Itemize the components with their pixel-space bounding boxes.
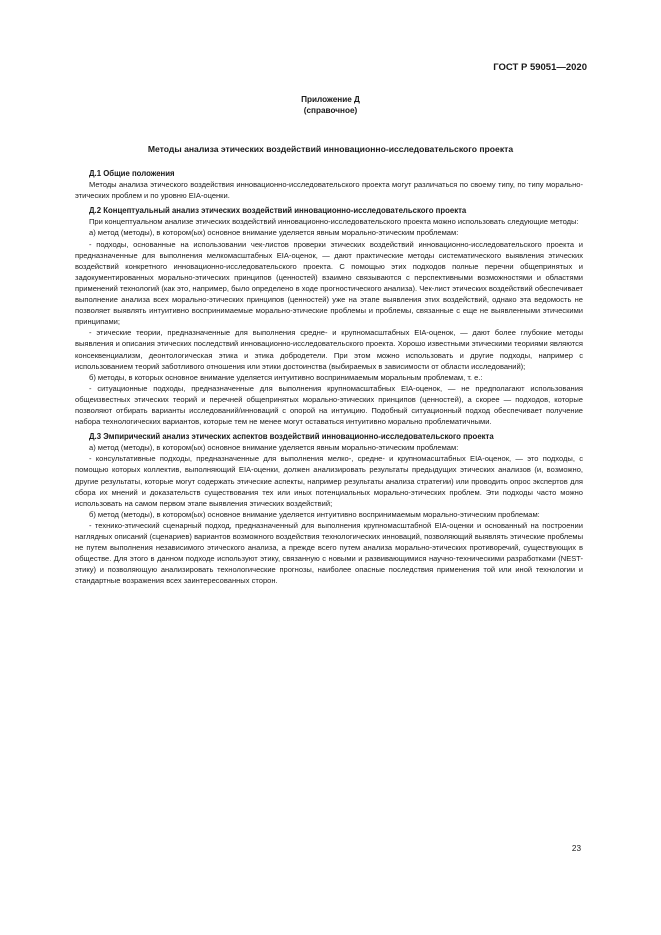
section-heading-d2: Д.2 Концептуальный анализ этических воздействий инновационно-исследовательского проекта — [89, 206, 467, 216]
paragraph: б) методы, в которых основное внимание уделяется интуитивно воспринимаемым моральным проблемам, т. е.: — [89, 372, 483, 382]
page-number: 23 — [571, 844, 581, 853]
standard-number: ГОСТ Р 59051—2020 — [493, 62, 587, 73]
section-heading-d1: Д.1 Общие положения — [89, 169, 175, 178]
paragraph: а) метод (методы), в котором(ых) основное внимание уделяется явным морально-этическим проблемам: — [89, 228, 459, 238]
section-heading-d3: Д.3 Эмпирический анализ этических аспектов воздействий инновационно-исследовательского проекта — [89, 432, 494, 442]
paragraph: При концептуальном анализе этических воздействий инновационно-исследовательского проекта можно использовать следующие методы: — [89, 217, 579, 227]
paragraph: - ситуационные подходы, предназначенные для выполнения крупномасштабных EIA-оценок, — не предполагают использования общеизвестных этических теорий и перечней общепринятых морально-этических принципов (ценностей), а скорее — подходов, которые позволяют отбирать варианты исследований/инноваций с опорой на интуицию. Подобный ситуационный подход обеспечивает получение набора технологических вариантов, которые тем не менее могут оставаться интуитивно морально проблематичными. — [75, 383, 583, 427]
paragraph: Методы анализа этического воздействия инновационно-исследовательского проекта могут различаться по своему типу, по типу морально-этических проблем и по уровню EIA-оценки. — [75, 180, 583, 201]
paragraph: - подходы, основанные на использовании чек-листов проверки этических воздействий инновационно-исследовательского проекта и предназначенные для выполнения мелкомасштабных EIA-оценок, — дают практические методы систематического выявления этических воздействий конкретного инновационно-исследовательского проекта. С помощью этих подходов полные перечни общепринятых и задокументированных морально-этических принципов (ценностей) взаимно связываются с перспективными возможностями и областями применений технологий (как это, например, было определено в ходе прогностического анализа). Чек-лист этических воздействий обеспечивает выполнение анализа всех морально-этических принципов (ценностей) уже на этапе выявления этих воздействий, однако эта ведомость не позволяет выявлять интуитивно воспринимаемые морально-этические проблемы и проблемы, связанные с еще не выявленными этическими принципами; — [75, 239, 583, 327]
paragraph: - консультативные подходы, предназначенные для выполнения мелко-, средне- и крупномасштабных EIA-оценок, — это подходы, с помощью которых коллектив, выполняющий EIA-оценки, должен анализировать результаты предыдущих этических анализов (и, возможно, другие результаты, которые могут содержать этические аспекты, например результаты анализа стратегии) или проводить опрос экспертов для сбора их мнений и доказательств существования тех или иных потенциальных морально-этических проблем. Эти подходы часто можно использовать на самом первом этапе выявления этических воздействий; — [75, 454, 583, 508]
paragraph: а) метод (методы), в котором(ых) основное внимание уделяется явным морально-этическим проблемам: — [89, 443, 459, 453]
annex-subtitle: (справочное) — [303, 106, 358, 115]
annex-header — [0, 94, 661, 116]
paragraph: б) метод (методы), в котором(ых) основное внимание уделяется интуитивно воспринимаемым морально-этическим проблемам: — [89, 509, 540, 519]
paragraph: - технико-этический сценарный подход, предназначенный для выполнения крупномасштабной EIA-оценки и основанный на построении наглядных описаний (сценариев) вариантов возможного воздействия технологических инноваций, позволяющий выявлять этические проблемы не путем выполнения независимого этического анализа, а прежде всего путем анализа морально-этических противоречий, существующих в обществе. Для этого в данном подходе используют этику, связанную с новыми и развивающимися научно-техническими разработками (NEST-этику) и позволяющую анализировать технологические прогнозы, наиболее опасные последствия применения той или иной технологии и стандартные возражения всех заинтересованных сторон. — [75, 520, 583, 586]
paragraph: - этические теории, предназначенные для выполнения средне- и крупномасштабных EIA-оценок, — дают более глубокие методы выявления и описания этических последствий инновационно-исследовательского проекта. Хорошо известными этическими теориями являются консеквенциализм, деонтологическая этика и этика добродетели. При этом можно использовать и другие подходы, например с использованием теорий заботливого отношения или этики достоинства (выбираемых в зависимости от области исследований); — [75, 328, 583, 371]
document-body — [75, 168, 583, 586]
main-title: Методы анализа этических воздействий инновационно-исследовательского проекта — [147, 144, 514, 154]
annex-title: Приложение Д — [301, 95, 360, 104]
